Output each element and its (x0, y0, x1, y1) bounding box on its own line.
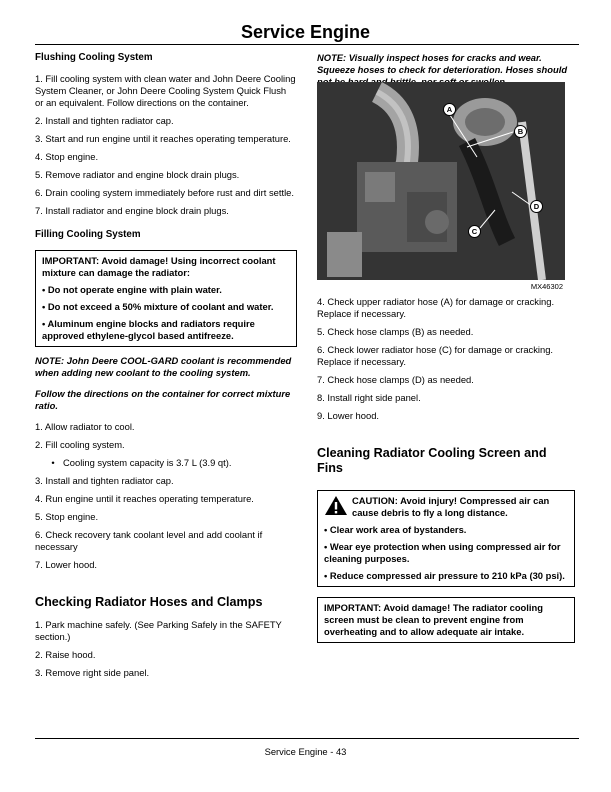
flushing-step: 4. Stop engine. (35, 151, 99, 162)
filling-step: 1. Allow radiator to cool. (35, 421, 135, 432)
flushing-step: 7. Install radiator and engine block drain plugs. (35, 205, 229, 216)
callout-b: B (514, 125, 527, 138)
right-column (317, 296, 575, 643)
flushing-step: 5. Remove radiator and engine block drain plugs. (35, 169, 240, 180)
warning-triangle-icon (324, 495, 348, 516)
important-box-screen (317, 597, 575, 643)
caution-intro-row (324, 495, 568, 519)
page-footer: Service Engine - 43 (264, 746, 347, 757)
caution-bullet: • Reduce compressed air pressure to 210 kPa (30 psi). (324, 570, 565, 581)
bullet-dot: • (51, 457, 55, 468)
caution-bullet: • Wear eye protection when using compressed air for cleaning purposes. (324, 541, 561, 564)
filling-step: 4. Run engine until it reaches operating temperature. (35, 493, 254, 504)
caution-intro: CAUTION: Avoid injury! Compressed air can cause debris to fly a long distance. (352, 495, 550, 518)
important-intro: IMPORTANT: Avoid damage! Using incorrect coolant mixture can damage the radiator: (42, 255, 276, 278)
checking-step: 1. Park machine safely. (See Parking Safely in the SAFETY section.) (35, 619, 282, 642)
caution-box (317, 490, 575, 587)
footer-rule (35, 738, 579, 739)
callout-a: A (443, 103, 456, 116)
flushing-step: 2. Install and tighten radiator cap. (35, 115, 174, 126)
hose-step: 9. Lower hood. (317, 410, 380, 421)
hose-step: 4. Check upper radiator hose (A) for damage or cracking. Replace if necessary. (317, 296, 555, 319)
filling-step: 5. Stop engine. (35, 511, 99, 522)
important-bullet: • Aluminum engine blocks and radiators require approved ethylene-glycol based antifreeze. (42, 318, 255, 341)
callout-d: D (530, 200, 543, 213)
page-title: Service Engine (240, 22, 371, 42)
engine-illustration (317, 82, 565, 280)
note-coolgard: NOTE: John Deere COOL-GARD coolant is recommended when adding new coolant to the cooling system. (35, 355, 292, 378)
important-bullet: • Do not exceed a 50% mixture of coolant and water. (42, 301, 274, 312)
checking-heading: Checking Radiator Hoses and Clamps (35, 595, 263, 609)
filling-step: 2. Fill cooling system. (35, 439, 125, 450)
hose-step: 5. Check hose clamps (B) as needed. (317, 326, 474, 337)
note-mixture: Follow the directions on the container for correct mixture ratio. (35, 388, 291, 411)
callout-c: C (468, 225, 481, 238)
filling-step: 3. Install and tighten radiator cap. (35, 475, 174, 486)
left-column (35, 52, 297, 685)
capacity-text: Cooling system capacity is 3.7 L (3.9 qt). (63, 457, 232, 468)
header-rule (35, 44, 579, 45)
flushing-heading: Flushing Cooling System (35, 52, 153, 63)
flushing-step: 6. Drain cooling system immediately before rust and dirt settle. (35, 187, 294, 198)
important-screen-text: IMPORTANT: Avoid damage! The radiator cooling screen must be clean to prevent engine from overheating and to allow adequate air intake. (324, 602, 543, 637)
hose-step: 7. Check hose clamps (D) as needed. (317, 374, 474, 385)
flushing-step: 3. Start and run engine until it reaches operating temperature. (35, 133, 291, 144)
capacity-bullet (43, 457, 297, 469)
engine-photo (317, 82, 565, 280)
hose-step: 8. Install right side panel. (317, 392, 421, 403)
flushing-step: 1. Fill cooling system with clean water and John Deere Cooling System Cleaner, or John Deere Cooling System Quick Flush or an equivalent. Follow directions on the container. (35, 73, 296, 108)
note-inspect-hoses: NOTE: Visually inspect hoses for cracks and wear. Squeeze hoses to check for deterioration. Hoses should (317, 52, 568, 75)
caution-bullet: • Clear work area of bystanders. (324, 524, 467, 535)
filling-step: 6. Check recovery tank coolant level and add coolant if necessary (35, 529, 263, 552)
important-box-coolant (35, 250, 297, 347)
checking-step: 3. Remove right side panel. (35, 667, 150, 678)
hose-step: 6. Check lower radiator hose (C) for damage or cracking. Replace if necessary. (317, 344, 554, 367)
filling-step: 7. Lower hood. (35, 559, 98, 570)
checking-step: 2. Raise hood. (35, 649, 96, 660)
figure-caption: MX46302 (530, 282, 563, 291)
filling-heading: Filling Cooling System (35, 229, 141, 240)
important-bullet: • Do not operate engine with plain water. (42, 284, 222, 295)
cleaning-heading: Cleaning Radiator Cooling Screen and Fins (317, 446, 547, 475)
